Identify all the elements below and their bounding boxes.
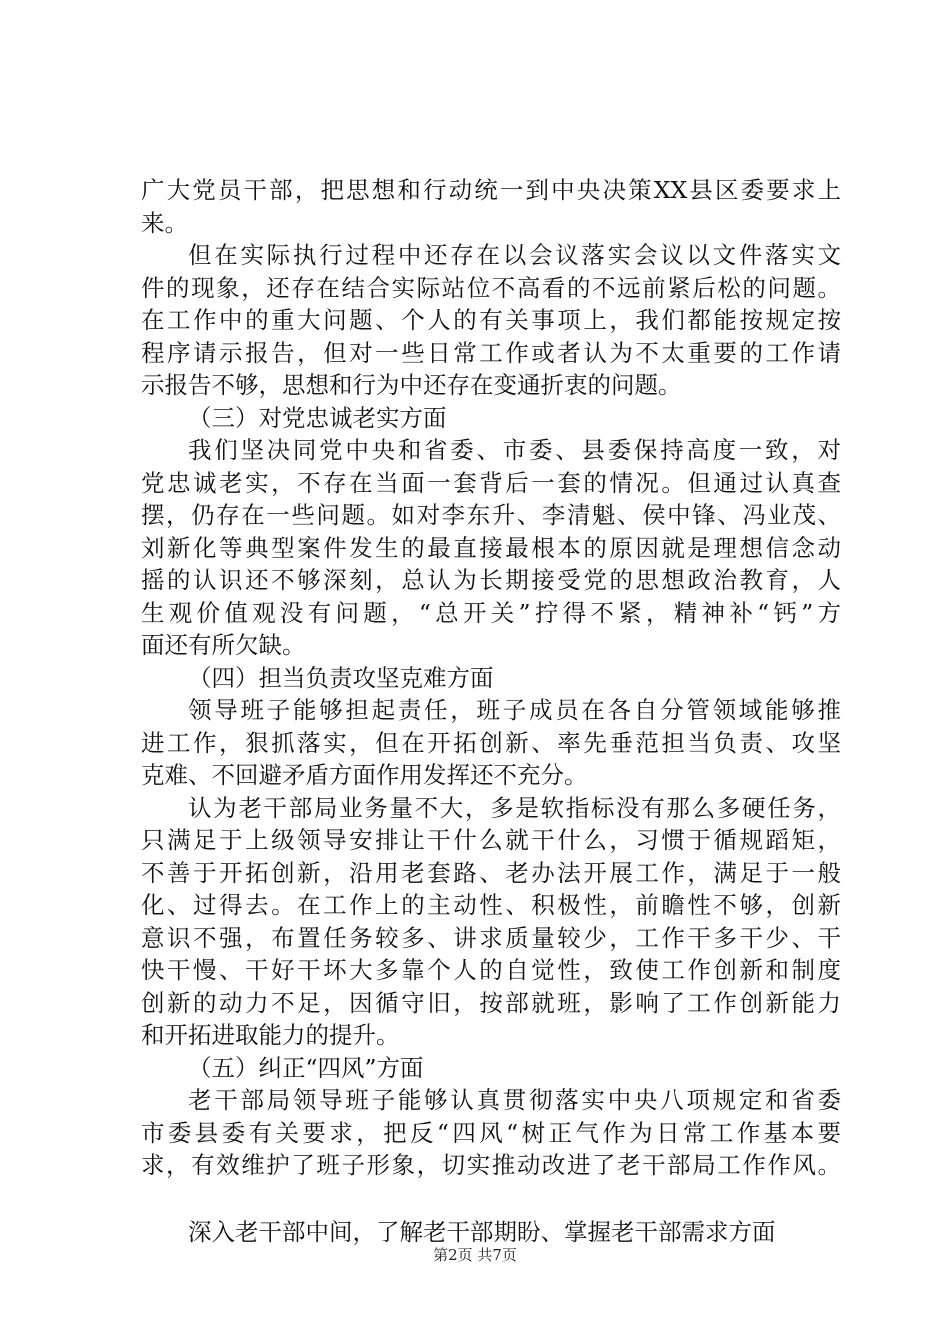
text-line: 来。 xyxy=(141,208,188,237)
text-line: 克难、不回避矛盾方面作用发挥还不充分。 xyxy=(141,761,588,789)
text-line: 示报告不够，思想和行为中还存在变通折衷的问题。 xyxy=(141,371,682,399)
text-line: 党忠诚老实，不存在当面一套背后一套的情况。但通过认真查 xyxy=(141,468,841,497)
paragraph-start-line: 深入老干部中间，了解老干部期盼、掌握老干部需求方面 xyxy=(188,1217,776,1246)
paragraph-gap xyxy=(141,1182,841,1216)
page-number-footer: 第2页 共7页 xyxy=(433,1246,517,1264)
document-body xyxy=(141,174,841,1248)
text-line: 进工作，狠抓落实，但在开拓创新、率先垂范担当负责、攻坚 xyxy=(141,728,841,757)
text-line: 意识不强，布置任务较多、讲求质量较少，工作干多干少、干 xyxy=(141,923,841,952)
text-line: 面还有所欠缺。 xyxy=(141,631,306,659)
text-line: 摇的认识还不够深刻，总认为长期接受党的思想政治教育，人 xyxy=(141,566,841,594)
section-heading: （四）担当负责攻坚克难方面 xyxy=(188,663,494,692)
section-heading: （三）对党忠诚老实方面 xyxy=(188,403,447,432)
text-line: 程序请示报告，但对一些日常工作或者认为不太重要的工作请 xyxy=(141,338,841,367)
text-line: 在工作中的重大问题、个人的有关事项上，我们都能按规定按 xyxy=(141,306,841,334)
text-line: 件的现象，还存在结合实际站位不高看的不远前紧后松的问题。 xyxy=(141,273,841,302)
text-line: 不善于开拓创新，沿用老套路、老办法开展工作，满足于一般 xyxy=(141,858,841,887)
text-line: 摆，仍存在一些问题。如对李东升、李清魁、侯中锋、冯业茂、 xyxy=(141,501,841,529)
text-line: 求，有效维护了班子形象，切实推动改进了老干部局工作作风。 xyxy=(141,1151,841,1179)
section-heading: （五）纠正“四风”方面 xyxy=(188,1053,424,1082)
paragraph-start-line: 领导班子能够担起责任，班子成员在各自分管领域能够推 xyxy=(188,696,841,724)
text-line: 市委县委有关要求，把反“四风“树正气作为日常工作基本要 xyxy=(141,1118,841,1147)
text-line: 创新的动力不足，因循守旧，按部就班，影响了工作创新能力 xyxy=(141,988,841,1017)
text-line: 化、过得去。在工作上的主动性、积极性，前瞻性不够，创新 xyxy=(141,891,841,919)
paragraph-start-line: 认为老干部局业务量不大，多是软指标没有那么多硬任务， xyxy=(188,793,841,822)
text-line: 生观价值观没有问题，“总开关”拧得不紧，精神补“钙”方 xyxy=(141,598,841,627)
paragraph-start-line: 我们坚决同党中央和省委、市委、县委保持高度一致，对 xyxy=(188,436,841,464)
paragraph-start-line: 但在实际执行过程中还存在以会议落实会议以文件落实文 xyxy=(188,241,841,269)
text-line: 刘新化等典型案件发生的最直接最根本的原因就是理想信念动 xyxy=(141,533,841,562)
paragraph-start-line: 老干部局领导班子能够认真贯彻落实中央八项规定和省委 xyxy=(188,1086,841,1114)
text-line: 快干慢、干好干坏大多靠个人的自觉性，致使工作创新和制度 xyxy=(141,956,841,984)
text-line: 广大党员干部，把思想和行动统一到中央决策XX县区委要求上 xyxy=(141,176,841,204)
text-line: 只满足于上级领导安排让干什么就干什么，习惯于循规蹈矩， xyxy=(141,826,841,854)
text-line: 和开拓进取能力的提升。 xyxy=(141,1021,400,1049)
